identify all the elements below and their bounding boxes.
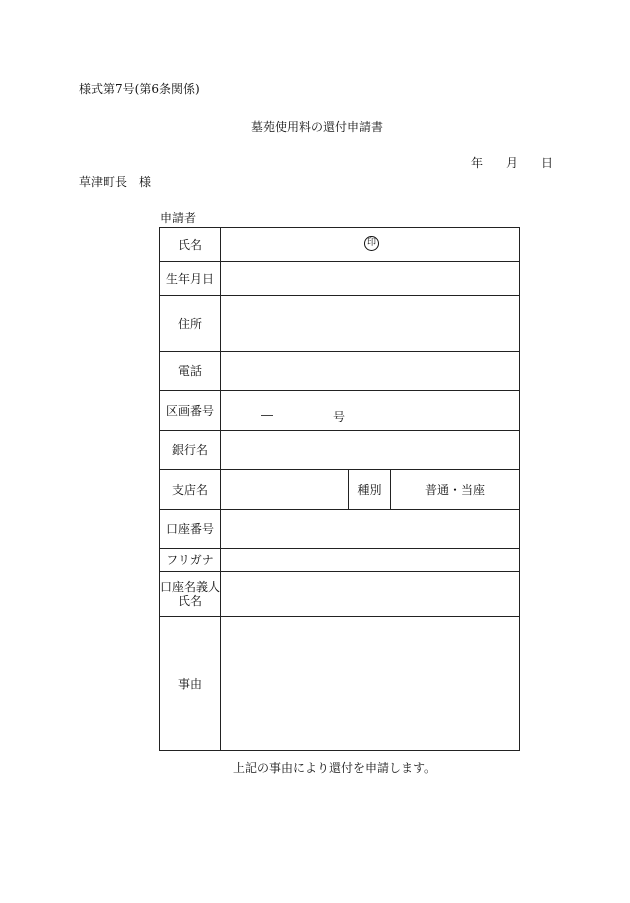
row-account-number [160,510,520,549]
row-phone [160,352,520,391]
account-type-options[interactable]: 普通・当座 [391,470,520,510]
birthdate-label: 生年月日 [160,262,221,296]
branch-name-label: 支店名 [160,470,221,510]
phone-label: 電話 [160,352,221,391]
furigana-field[interactable] [221,549,520,572]
application-form-table [159,227,520,751]
birthdate-field[interactable] [221,262,520,296]
date-month-label: 月 [506,156,519,170]
plot-dash: ― [261,407,273,422]
bank-name-field[interactable] [221,431,520,470]
addressee: 草津町長 様 [79,175,152,189]
account-holder-field[interactable] [221,572,520,617]
row-bank-name [160,431,520,470]
address-label: 住所 [160,296,221,352]
document-title: 墓苑使用料の還付申請書 [251,120,384,134]
furigana-label: フリガナ [160,549,221,572]
account-holder-label-line2: 氏名 [177,594,202,608]
row-account-holder [160,572,520,617]
account-holder-label-line1: 口座名義人 [160,580,221,594]
account-type-label: 種別 [349,470,391,510]
date-day-label: 日 [541,156,554,170]
bank-name-label: 銀行名 [160,431,221,470]
row-address [160,296,520,352]
reason-label: 事由 [160,617,221,751]
phone-field[interactable] [221,352,520,391]
row-reason [160,617,520,751]
footer-statement: 上記の事由により還付を申請します。 [233,761,437,775]
plot-number-field[interactable] [221,391,520,431]
account-number-field[interactable] [221,510,520,549]
address-field[interactable] [221,296,520,352]
form-number: 様式第7号(第6条関係) [79,82,200,96]
name-label: 氏名 [160,228,221,262]
row-furigana [160,549,520,572]
reason-field[interactable] [221,617,520,751]
branch-name-field[interactable] [221,470,349,510]
row-birthdate [160,262,520,296]
plot-number-label: 区画番号 [160,391,221,431]
row-branch [160,470,520,510]
account-holder-label [160,572,221,617]
row-name [160,228,520,262]
date-year-label: 年 [471,156,484,170]
row-plot-number [160,391,520,431]
plot-suffix: 号 [333,409,346,424]
seal-mark-icon: 印 [364,236,379,251]
applicant-label: 申請者 [160,211,197,225]
account-number-label: 口座番号 [160,510,221,549]
